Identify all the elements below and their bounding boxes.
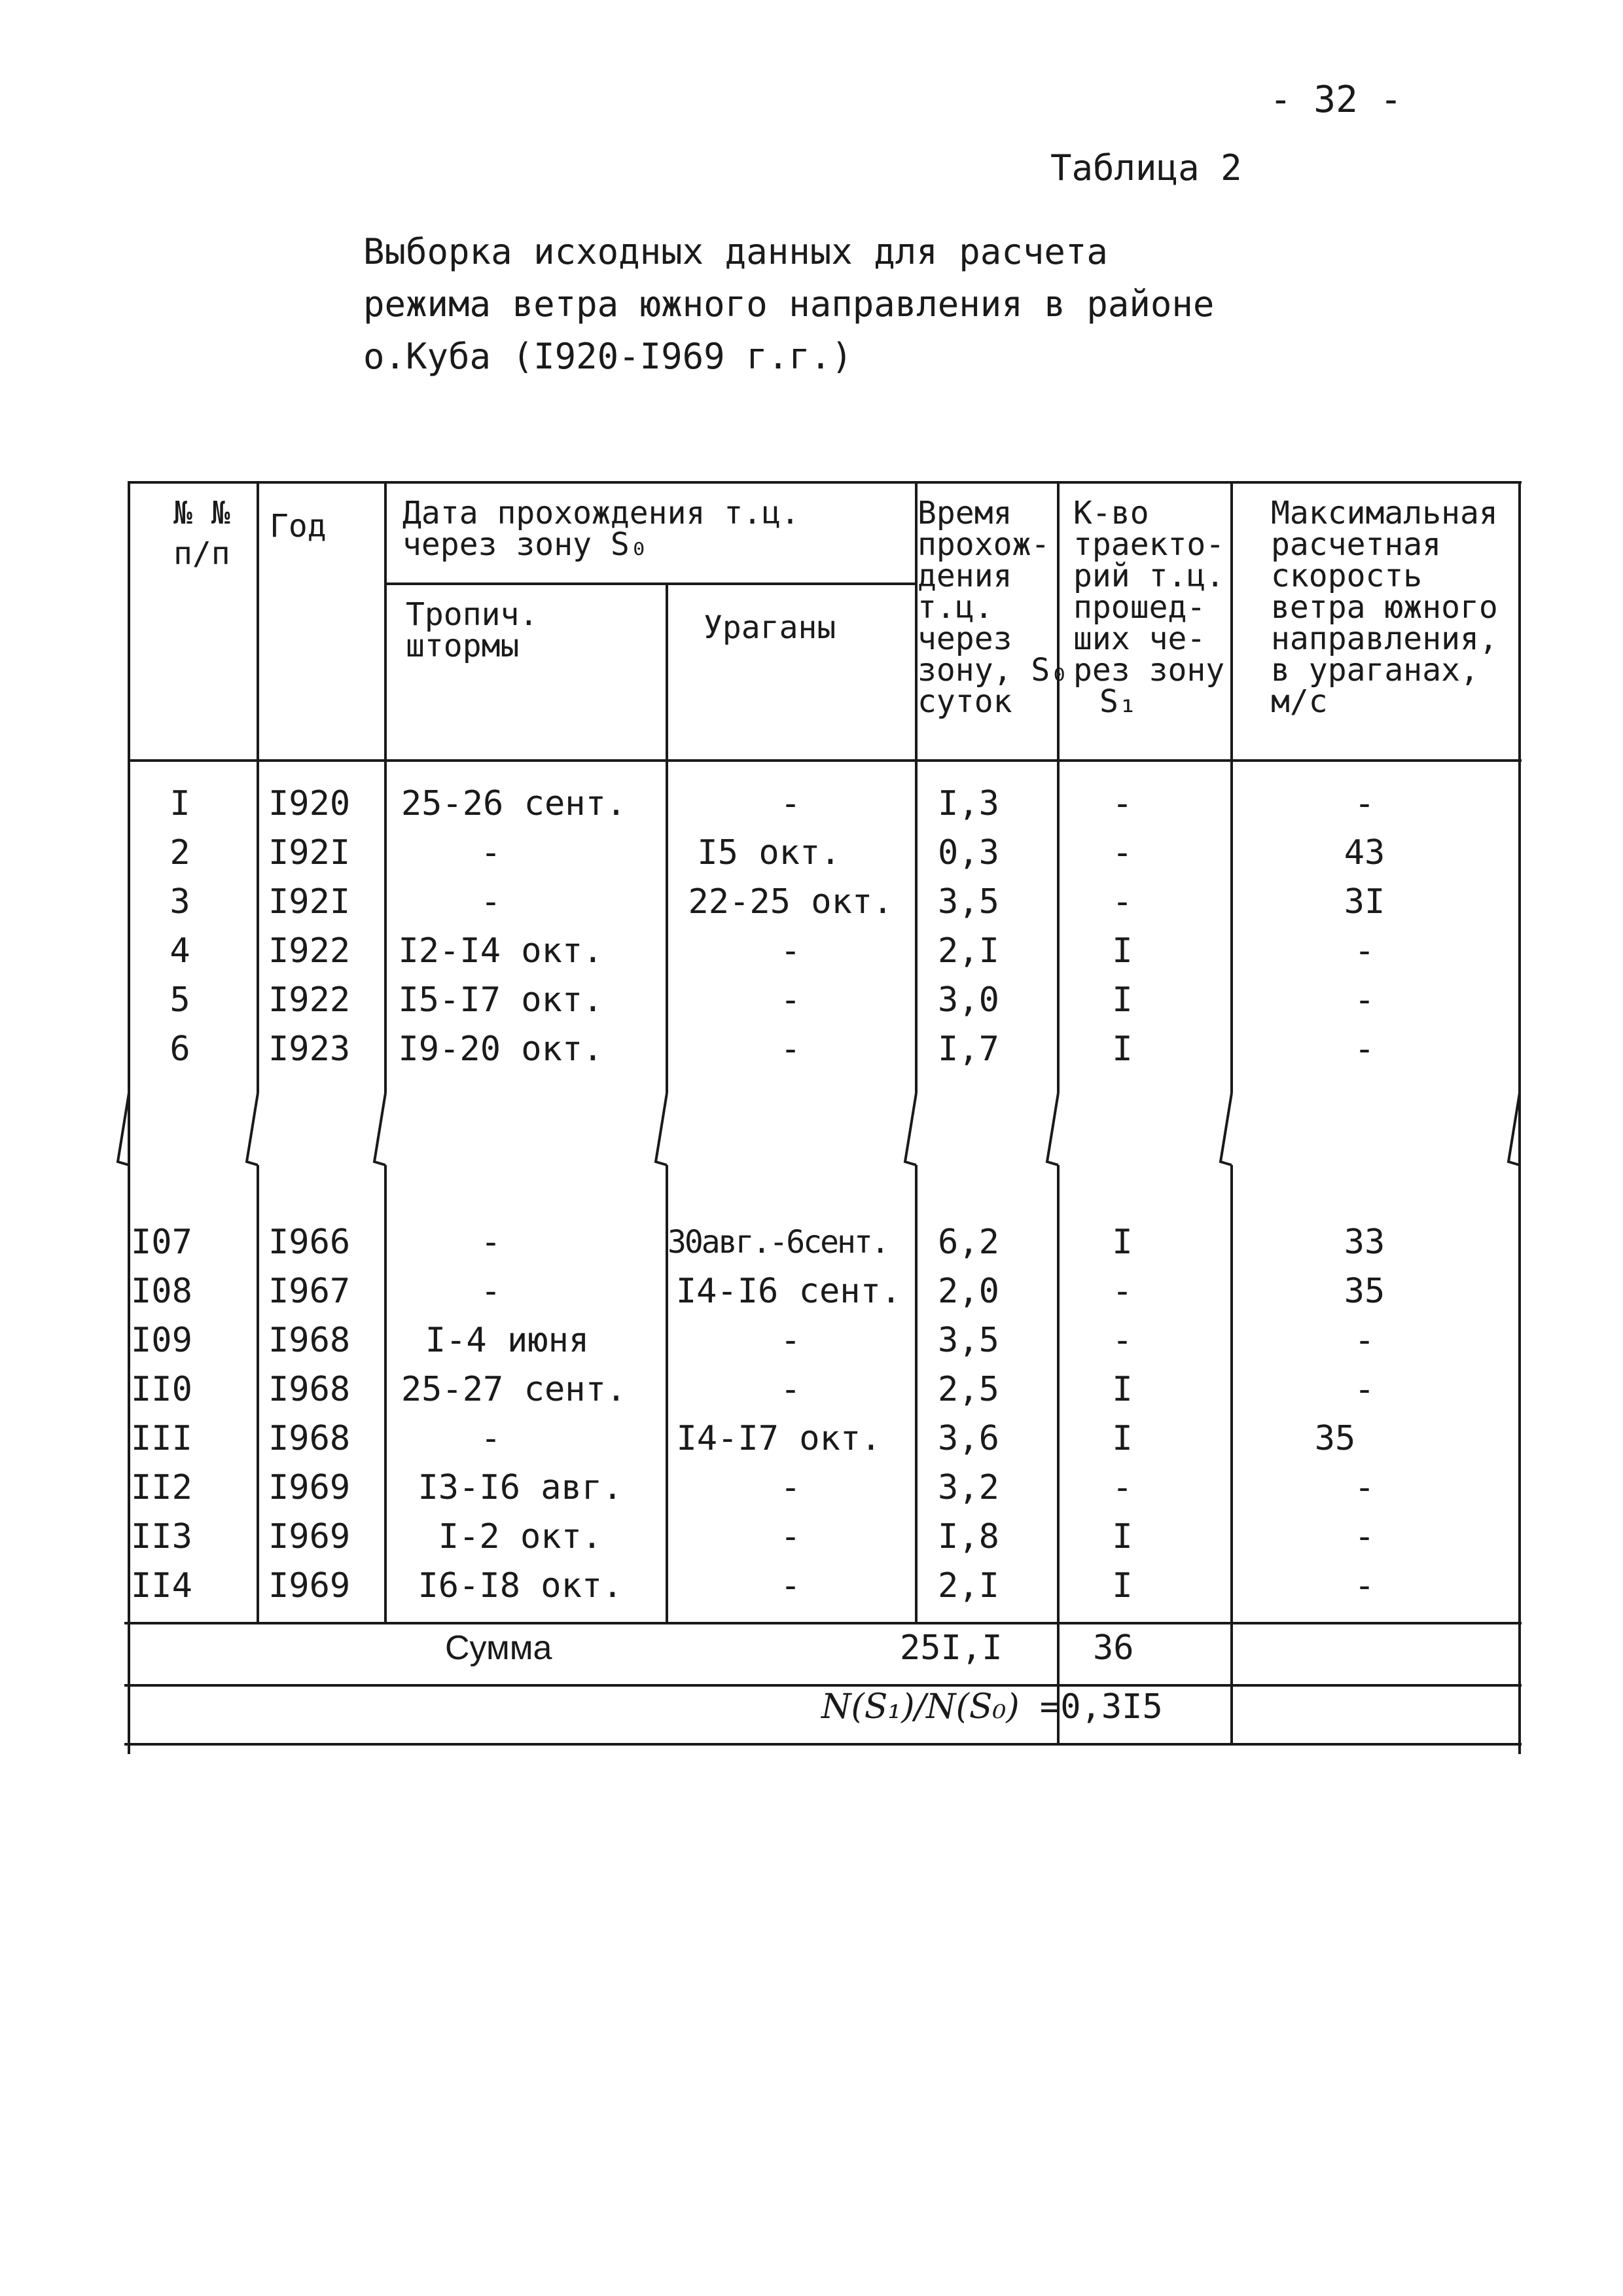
cell-count: I: [1112, 1419, 1133, 1458]
cell-storm: -: [480, 1419, 501, 1458]
ratio-value: =0,3I5: [1039, 1687, 1163, 1727]
cell-hurricane: I4-I7 окт.: [676, 1419, 882, 1458]
cell-year: I922: [268, 980, 351, 1020]
cell-num: II0: [131, 1370, 192, 1409]
cell-hurricane: I5 окт.: [697, 833, 841, 872]
cell-hurricane: I4-I6 сент.: [675, 1272, 902, 1311]
cell-speed: -: [1354, 1321, 1375, 1360]
cell-time: I,7: [938, 1030, 999, 1069]
cell-num: I07: [131, 1223, 192, 1262]
cell-speed: -: [1354, 784, 1375, 823]
cell-storm: I-4 июня: [425, 1321, 590, 1360]
cell-hurricane: -: [780, 931, 801, 971]
header-year: Год: [270, 508, 327, 545]
cell-num: 2: [169, 833, 190, 872]
cell-num: II4: [131, 1566, 192, 1605]
cell-count: I: [1112, 1566, 1133, 1605]
cell-count: -: [1112, 784, 1133, 823]
sum-time-value: 25I,I: [900, 1628, 1003, 1668]
cell-num: 4: [169, 931, 190, 971]
cell-storm: -: [480, 1223, 501, 1262]
sum-label: Сумма: [445, 1629, 552, 1667]
header-time: Время прохож- дения т.ц. через зону, S₀ суток: [918, 495, 1069, 720]
cell-hurricane: -: [780, 1566, 801, 1605]
cell-hurricane: -: [780, 1321, 801, 1360]
cell-storm: -: [480, 1272, 501, 1311]
cell-time: 3,5: [938, 1321, 999, 1360]
header-storms: Тропич. штормы: [406, 596, 539, 664]
cell-count: -: [1112, 833, 1133, 872]
cell-speed: 33: [1344, 1223, 1385, 1262]
cell-storm: I9-20 окт.: [398, 1030, 603, 1069]
cell-storm: I5-I7 окт.: [398, 980, 603, 1020]
ratio-row: [821, 1687, 1163, 1727]
cell-storm: 25-27 сент.: [401, 1370, 627, 1409]
cell-storm: I3-I6 авг.: [418, 1468, 623, 1507]
cell-speed: -: [1354, 931, 1375, 971]
cell-num: 5: [169, 980, 190, 1020]
cell-time: 2,I: [938, 931, 999, 971]
header-count: К-во траекто- рий т.ц. прошед- ших че- рез зону S₁: [1073, 495, 1225, 720]
cell-hurricane: -: [780, 1030, 801, 1069]
cell-num: II3: [131, 1517, 192, 1556]
cell-storm: -: [480, 882, 501, 922]
cell-num: III: [131, 1419, 192, 1458]
cell-year: I922: [268, 931, 351, 971]
cell-year: I92I: [268, 882, 351, 922]
header-speed: Максимальная расчетная скорость ветра южного направления, в ураганах, м/с: [1271, 495, 1498, 720]
cell-time: 2,I: [938, 1566, 999, 1605]
cell-count: I: [1112, 1223, 1133, 1262]
cell-num: 3: [169, 882, 190, 922]
cell-num: I08: [131, 1272, 192, 1311]
cell-speed: 35: [1314, 1419, 1356, 1458]
cell-count: -: [1112, 1468, 1133, 1507]
cell-count: -: [1112, 882, 1133, 922]
cell-time: 2,0: [938, 1272, 999, 1311]
cell-speed: -: [1354, 1030, 1375, 1069]
cell-speed: -: [1354, 1468, 1375, 1507]
table-label: Таблица 2: [1050, 147, 1242, 188]
cell-count: I: [1112, 1030, 1133, 1069]
cell-count: I: [1112, 931, 1133, 971]
cell-year: I969: [268, 1517, 351, 1556]
cell-time: 3,2: [938, 1468, 999, 1507]
cell-time: I,3: [938, 784, 999, 823]
cell-num: II2: [131, 1468, 192, 1507]
cell-speed: 35: [1344, 1272, 1385, 1311]
cell-time: 3,5: [938, 882, 999, 922]
cell-hurricane: -: [780, 980, 801, 1020]
cell-storm: -: [480, 833, 501, 872]
cell-num: I: [169, 784, 190, 823]
sum-count-value: 36: [1093, 1628, 1134, 1668]
cell-speed: -: [1354, 1566, 1375, 1605]
cell-time: I,8: [938, 1517, 999, 1556]
cell-time: 6,2: [938, 1223, 999, 1262]
caption-line: о.Куба (I920-I969 г.г.): [363, 336, 853, 377]
cell-year: I966: [268, 1223, 351, 1262]
page-number: - 32 -: [1270, 79, 1402, 121]
cell-count: I: [1112, 1517, 1133, 1556]
cell-count: I: [1112, 1370, 1133, 1409]
cell-speed: 3I: [1344, 882, 1385, 922]
cell-storm: I2-I4 окт.: [398, 931, 603, 971]
cell-storm: I-2 окт.: [438, 1517, 603, 1556]
cell-year: I923: [268, 1030, 351, 1069]
cell-hurricane: 30авг.-6сент.: [668, 1224, 888, 1261]
cell-hurricane: -: [780, 784, 801, 823]
cell-speed: 43: [1344, 833, 1385, 872]
cell-time: 3,6: [938, 1419, 999, 1458]
cell-storm: 25-26 сент.: [401, 784, 627, 823]
cell-count: -: [1112, 1321, 1133, 1360]
cell-speed: -: [1354, 1370, 1375, 1409]
caption-line: режима ветра южного направления в районе: [363, 283, 1215, 325]
cell-time: 2,5: [938, 1370, 999, 1409]
cell-count: -: [1112, 1272, 1133, 1311]
header-hurricanes: Ураганы: [704, 609, 836, 646]
cell-hurricane: -: [780, 1517, 801, 1556]
cell-time: 0,3: [938, 833, 999, 872]
cell-year: I968: [268, 1419, 351, 1458]
caption-line: Выборка исходных данных для расчета: [363, 231, 1108, 272]
cell-year: I968: [268, 1321, 351, 1360]
cell-num: 6: [169, 1030, 190, 1069]
cell-year: I920: [268, 784, 351, 823]
cell-hurricane: 22-25 окт.: [688, 882, 893, 922]
cell-time: 3,0: [938, 980, 999, 1020]
header-date-group: Дата прохождения т.ц. через зону S₀: [402, 495, 800, 563]
cell-storm: I6-I8 окт.: [418, 1566, 623, 1605]
cell-year: I967: [268, 1272, 351, 1311]
cell-hurricane: -: [780, 1468, 801, 1507]
cell-num: I09: [131, 1321, 192, 1360]
cell-year: I969: [268, 1468, 351, 1507]
cell-speed: -: [1354, 980, 1375, 1020]
cell-year: I969: [268, 1566, 351, 1605]
ratio-formula: N(S₁)/N(S₀): [821, 1687, 1020, 1727]
cell-year: I92I: [268, 833, 351, 872]
cell-speed: -: [1354, 1517, 1375, 1556]
cell-year: I968: [268, 1370, 351, 1409]
header-num: № № п/п: [173, 495, 230, 572]
cell-hurricane: -: [780, 1370, 801, 1409]
cell-count: I: [1112, 980, 1133, 1020]
